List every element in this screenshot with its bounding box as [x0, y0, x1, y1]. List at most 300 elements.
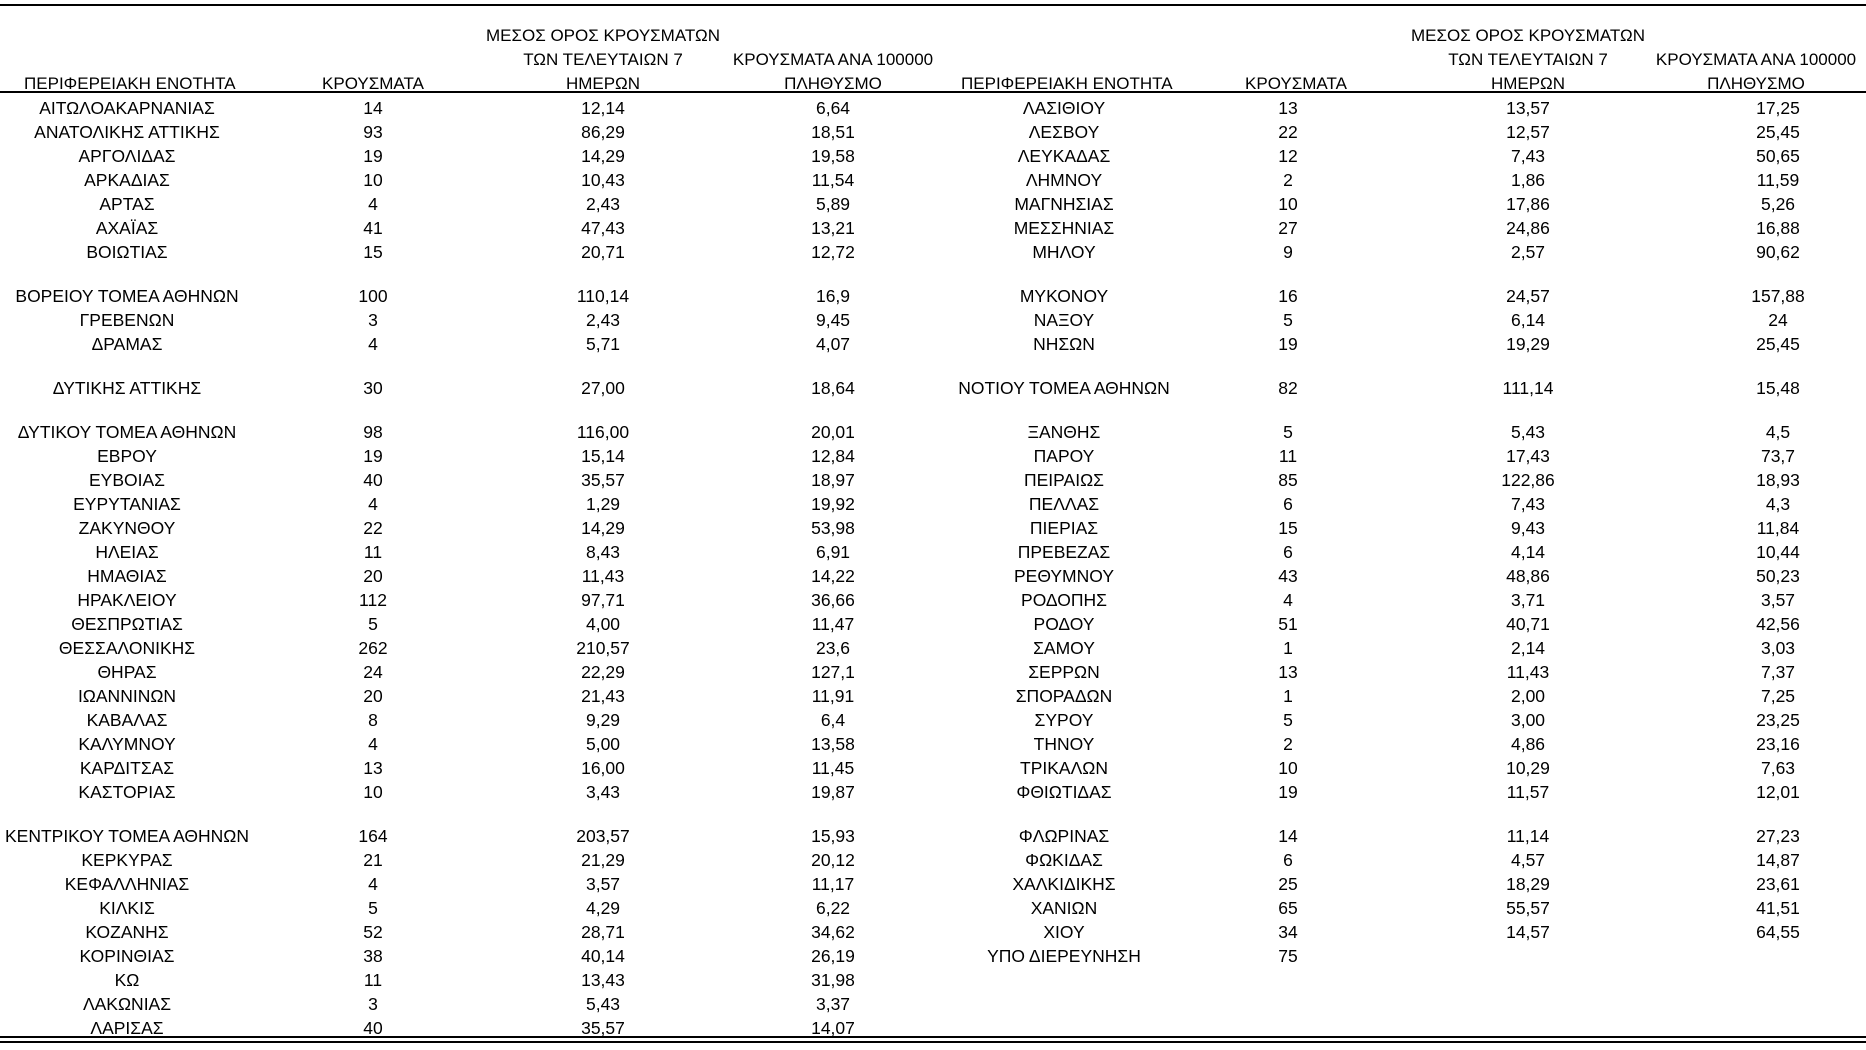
- region-cell: ΑΡΚΑΔΙΑΣ: [84, 170, 170, 190]
- per100k-cell: 41,51: [1756, 898, 1800, 918]
- per100k-cell: 18,64: [811, 378, 855, 398]
- table-row: [936, 468, 1866, 492]
- per100k-cell: 53,98: [811, 518, 855, 538]
- avg7-cell: 13,57: [1506, 98, 1550, 118]
- avg7-cell: 2,57: [1510, 242, 1546, 262]
- table-row: [936, 492, 1866, 516]
- table-row: [0, 920, 936, 944]
- region-cell: ΚΟΡΙΝΘΙΑΣ: [79, 946, 175, 966]
- cases-cell: 5: [368, 614, 378, 634]
- table-row: [0, 588, 936, 612]
- avg7-cell: 3,71: [1510, 590, 1546, 610]
- per100k-cell: 15,93: [811, 826, 855, 846]
- table-row: [0, 780, 936, 804]
- cases-cell: 30: [363, 378, 383, 398]
- cases-cell: 85: [1278, 470, 1298, 490]
- cases-cell: 6: [1283, 850, 1293, 870]
- per100k-cell: 3,57: [1760, 590, 1796, 610]
- table-row: [0, 144, 936, 168]
- top-rule: [0, 4, 1866, 6]
- avg7-cell: 5,43: [1510, 422, 1546, 442]
- per100k-cell: 73,7: [1760, 446, 1796, 466]
- per100k-cell: 23,25: [1756, 710, 1800, 730]
- table-row: [0, 216, 936, 240]
- per100k-cell: 6,91: [815, 542, 851, 562]
- region-cell: ΣΠΟΡΑΔΩΝ: [1015, 686, 1113, 706]
- avg7-cell: 2,00: [1510, 686, 1546, 706]
- table-row: [936, 660, 1866, 684]
- cases-cell: 2: [1283, 734, 1293, 754]
- cases-cell: 21: [363, 850, 383, 870]
- per100k-cell: 50,23: [1756, 566, 1800, 586]
- region-cell: ΗΜΑΘΙΑΣ: [87, 566, 167, 586]
- cases-cell: 4: [1283, 590, 1293, 610]
- region-cell: ΧΙΟΥ: [1043, 922, 1085, 942]
- region-cell: ΝΗΣΩΝ: [1033, 334, 1095, 354]
- region-cell: ΠΕΙΡΑΙΩΣ: [1024, 470, 1104, 490]
- per100k-cell: 5,26: [1760, 194, 1796, 214]
- per100k-cell: 23,6: [815, 638, 851, 658]
- region-cell: ΚΕΡΚΥΡΑΣ: [81, 850, 173, 870]
- region-cell: ΣΕΡΡΩΝ: [1028, 662, 1100, 682]
- per100k-cell: 6,4: [820, 710, 846, 730]
- header-region: ΠΕΡΙΦΕΡΕΙΑΚΗ ΕΝΟΤΗΤΑ: [961, 74, 1173, 93]
- cases-cell: 22: [363, 518, 383, 538]
- cases-cell: 65: [1278, 898, 1298, 918]
- table-row: [0, 376, 936, 400]
- avg7-cell: 35,57: [581, 470, 625, 490]
- avg7-cell: 12,57: [1506, 122, 1550, 142]
- cases-cell: 9: [1283, 242, 1293, 262]
- avg7-cell: 116,00: [576, 422, 630, 442]
- region-cell: ΦΘΙΩΤΙΔΑΣ: [1016, 782, 1112, 802]
- avg7-cell: 8,43: [585, 542, 621, 562]
- table-row: [936, 192, 1866, 216]
- table-row: [936, 216, 1866, 240]
- region-cell: ΠΕΛΛΑΣ: [1028, 494, 1100, 514]
- avg7-cell: 6,14: [1510, 310, 1546, 330]
- avg7-cell: 11,43: [581, 566, 625, 586]
- cases-cell: 14: [1278, 826, 1298, 846]
- table-row: [0, 684, 936, 708]
- per100k-cell: 11,59: [1756, 170, 1800, 190]
- region-cell: ΑΧΑΪΑΣ: [95, 218, 159, 238]
- region-cell: ΧΑΛΚΙΔΙΚΗΣ: [1012, 874, 1116, 894]
- per100k-cell: 3,03: [1760, 638, 1796, 658]
- cases-cell: 100: [358, 286, 388, 306]
- avg7-cell: 9,29: [585, 710, 621, 730]
- avg7-cell: 9,43: [1510, 518, 1546, 538]
- table-row: [0, 564, 936, 588]
- table-row: [0, 636, 936, 660]
- avg7-cell: 19,29: [1506, 334, 1550, 354]
- avg7-cell: 4,29: [585, 898, 621, 918]
- region-cell: ΜΕΣΣΗΝΙΑΣ: [1013, 218, 1115, 238]
- avg7-cell: 47,43: [581, 218, 625, 238]
- table-row: [936, 848, 1866, 872]
- per100k-cell: 25,45: [1756, 334, 1800, 354]
- region-cell: ΚΑΣΤΟΡΙΑΣ: [78, 782, 176, 802]
- region-cell: ΛΕΥΚΑΔΑΣ: [1017, 146, 1111, 166]
- cases-cell: 6: [1283, 542, 1293, 562]
- table-row: [936, 96, 1866, 120]
- table-row: [936, 444, 1866, 468]
- per100k-cell: 15,48: [1756, 378, 1800, 398]
- region-cell: ΔΡΑΜΑΣ: [91, 334, 163, 354]
- table-row: [0, 492, 936, 516]
- cases-cell: 10: [1278, 194, 1298, 214]
- region-cell: ΚΑΛΥΜΝΟΥ: [78, 734, 176, 754]
- avg7-cell: 13,43: [581, 970, 625, 990]
- table-row: [936, 540, 1866, 564]
- region-cell: ΒΟΡΕΙΟΥ ΤΟΜΕΑ ΑΘΗΝΩΝ: [15, 286, 239, 306]
- cases-cell: 93: [363, 122, 383, 142]
- header-avg7: ΜΕΣΟΣ ΟΡΟΣ ΚΡΟΥΣΜΑΤΩΝ ΤΩΝ ΤΕΛΕΥΤΑΙΩΝ 7 ΗΜΕΡΩΝ: [486, 26, 720, 93]
- cases-cell: 5: [1283, 710, 1293, 730]
- cases-cell: 20: [363, 686, 383, 706]
- cases-cell: 5: [1283, 422, 1293, 442]
- table-row: [936, 284, 1866, 308]
- region-cell: ΛΑΡΙΣΑΣ: [90, 1018, 164, 1038]
- region-cell: ΛΗΜΝΟΥ: [1025, 170, 1103, 190]
- avg7-cell: 4,14: [1510, 542, 1546, 562]
- cases-cell: 19: [363, 146, 383, 166]
- per100k-cell: 14,07: [811, 1018, 855, 1038]
- table-row: [936, 420, 1866, 444]
- cases-cell: 19: [363, 446, 383, 466]
- region-cell: ΤΗΝΟΥ: [1033, 734, 1095, 754]
- region-cell: ΛΑΣΙΘΙΟΥ: [1022, 98, 1106, 118]
- per100k-cell: 7,25: [1760, 686, 1796, 706]
- per100k-cell: 18,97: [811, 470, 855, 490]
- table-row: [0, 516, 936, 540]
- cases-cell: 75: [1278, 946, 1298, 966]
- cases-cell: 24: [363, 662, 383, 682]
- avg7-cell: 2,43: [585, 194, 621, 214]
- avg7-cell: 40,14: [581, 946, 625, 966]
- avg7-cell: 21,43: [581, 686, 625, 706]
- cases-cell: 40: [363, 470, 383, 490]
- per100k-cell: 11,17: [811, 874, 855, 894]
- per100k-cell: 90,62: [1756, 242, 1800, 262]
- avg7-cell: 210,57: [576, 638, 630, 658]
- per100k-cell: 6,64: [815, 98, 851, 118]
- avg7-cell: 20,71: [581, 242, 625, 262]
- avg7-cell: 1,29: [585, 494, 621, 514]
- cases-cell: 3: [368, 994, 378, 1014]
- per100k-cell: 19,92: [811, 494, 855, 514]
- cases-cell: 5: [368, 898, 378, 918]
- cases-cell: 27: [1278, 218, 1298, 238]
- region-cell: ΜΥΚΟΝΟΥ: [1019, 286, 1109, 306]
- region-cell: ΦΛΩΡΙΝΑΣ: [1018, 826, 1110, 846]
- cases-cell: 15: [1278, 518, 1298, 538]
- table-row: [0, 848, 936, 872]
- avg7-cell: 35,57: [581, 1018, 625, 1038]
- cases-cell: 10: [363, 170, 383, 190]
- per100k-cell: 20,12: [811, 850, 855, 870]
- region-cell: ΑΙΤΩΛΟΑΚΑΡΝΑΝΙΑΣ: [39, 98, 215, 118]
- region-cell: ΚΑΒΑΛΑΣ: [86, 710, 168, 730]
- table-row: [936, 144, 1866, 168]
- per100k-cell: 10,44: [1756, 542, 1800, 562]
- table-row: [936, 376, 1866, 400]
- avg7-cell: 4,00: [585, 614, 621, 634]
- cases-cell: 41: [363, 218, 383, 238]
- per100k-cell: 7,37: [1760, 662, 1796, 682]
- per100k-cell: 24: [1768, 310, 1788, 330]
- cases-cell: 4: [368, 334, 378, 354]
- cases-cell: 1: [1283, 686, 1293, 706]
- avg7-cell: 27,00: [581, 378, 625, 398]
- per100k-cell: 16,88: [1756, 218, 1800, 238]
- per100k-cell: 23,61: [1756, 874, 1800, 894]
- table-row: [0, 612, 936, 636]
- per100k-cell: 12,01: [1756, 782, 1800, 802]
- table-row: [936, 684, 1866, 708]
- avg7-cell: 21,29: [581, 850, 625, 870]
- avg7-cell: 2,43: [585, 310, 621, 330]
- avg7-cell: 48,86: [1506, 566, 1550, 586]
- region-cell: ΝΟΤΙΟΥ ΤΟΜΕΑ ΑΘΗΝΩΝ: [958, 378, 1170, 398]
- cases-cell: 6: [1283, 494, 1293, 514]
- per100k-cell: 64,55: [1756, 922, 1800, 942]
- region-cell: ΑΡΓΟΛΙΔΑΣ: [78, 146, 176, 166]
- per100k-cell: 11,84: [1756, 518, 1800, 538]
- avg7-cell: 97,71: [581, 590, 625, 610]
- region-cell: ΚΕΝΤΡΙΚΟΥ ΤΟΜΕΑ ΑΘΗΝΩΝ: [4, 826, 250, 846]
- region-cell: ΔΥΤΙΚΗΣ ΑΤΤΙΚΗΣ: [52, 378, 202, 398]
- avg7-cell: 40,71: [1506, 614, 1550, 634]
- avg7-cell: 24,57: [1506, 286, 1550, 306]
- cases-cell: 164: [358, 826, 388, 846]
- table-row: [0, 708, 936, 732]
- region-cell: ΔΥΤΙΚΟΥ ΤΟΜΕΑ ΑΘΗΝΩΝ: [17, 422, 237, 442]
- avg7-cell: 11,14: [1506, 826, 1550, 846]
- per100k-cell: 25,45: [1756, 122, 1800, 142]
- table-row: [936, 588, 1866, 612]
- avg7-cell: 22,29: [581, 662, 625, 682]
- per100k-cell: 9,45: [815, 310, 851, 330]
- per100k-cell: 4,5: [1765, 422, 1791, 442]
- avg7-cell: 1,86: [1510, 170, 1546, 190]
- avg7-cell: 55,57: [1506, 898, 1550, 918]
- table-row: [0, 468, 936, 492]
- per100k-cell: 27,23: [1756, 826, 1800, 846]
- table-row: [936, 756, 1866, 780]
- region-cell: ΗΛΕΙΑΣ: [95, 542, 159, 562]
- region-cell: ΧΑΝΙΩΝ: [1030, 898, 1098, 918]
- per100k-cell: 127,1: [811, 662, 855, 682]
- region-cell: ΠΙΕΡΙΑΣ: [1029, 518, 1099, 538]
- per100k-cell: 18,93: [1756, 470, 1800, 490]
- table-row: [0, 756, 936, 780]
- region-cell: ΞΑΝΘΗΣ: [1027, 422, 1101, 442]
- avg7-cell: 14,29: [581, 518, 625, 538]
- cases-cell: 22: [1278, 122, 1298, 142]
- avg7-cell: 111,14: [1502, 378, 1554, 398]
- avg7-cell: 4,86: [1510, 734, 1546, 754]
- per100k-cell: 17,25: [1756, 98, 1800, 118]
- cases-cell: 8: [368, 710, 378, 730]
- avg7-cell: 10,43: [581, 170, 625, 190]
- region-cell: ΚΑΡΔΙΤΣΑΣ: [79, 758, 175, 778]
- cases-cell: 14: [363, 98, 383, 118]
- cases-cell: 40: [363, 1018, 383, 1038]
- cases-cell: 112: [359, 590, 387, 610]
- cases-cell: 11: [1278, 446, 1298, 466]
- avg7-cell: 86,29: [581, 122, 625, 142]
- avg7-cell: 5,71: [585, 334, 621, 354]
- per100k-cell: 14,87: [1756, 850, 1800, 870]
- table-row: [936, 168, 1866, 192]
- header-avg7: ΜΕΣΟΣ ΟΡΟΣ ΚΡΟΥΣΜΑΤΩΝ ΤΩΝ ΤΕΛΕΥΤΑΙΩΝ 7 ΗΜΕΡΩΝ: [1411, 26, 1645, 93]
- avg7-cell: 14,57: [1506, 922, 1550, 942]
- cases-cell: 25: [1278, 874, 1298, 894]
- avg7-cell: 4,57: [1510, 850, 1546, 870]
- per100k-cell: 4,07: [815, 334, 851, 354]
- region-cell: ΘΕΣΠΡΩΤΙΑΣ: [71, 614, 183, 634]
- cases-cell: 1: [1283, 638, 1293, 658]
- region-cell: ΡΕΘΥΜΝΟΥ: [1013, 566, 1114, 586]
- region-cell: ΛΕΣΒΟΥ: [1028, 122, 1100, 142]
- per100k-cell: 13,58: [811, 734, 855, 754]
- per100k-cell: 7,63: [1760, 758, 1796, 778]
- table-row: [936, 920, 1866, 944]
- region-cell: ΕΥΒΟΙΑΣ: [89, 470, 165, 490]
- avg7-cell: 24,86: [1506, 218, 1550, 238]
- per100k-cell: 19,87: [811, 782, 855, 802]
- avg7-cell: 28,71: [581, 922, 625, 942]
- table-row: [0, 284, 936, 308]
- header-per100k: ΚΡΟΥΣΜΑΤΑ ΑΝΑ 100000 ΠΛΗΘΥΣΜΟ: [1655, 50, 1857, 93]
- avg7-cell: 18,29: [1506, 874, 1550, 894]
- per100k-cell: 11,91: [811, 686, 855, 706]
- per100k-cell: 34,62: [811, 922, 855, 942]
- table-row: [936, 240, 1866, 264]
- region-cell: ΑΝΑΤΟΛΙΚΗΣ ΑΤΤΙΚΗΣ: [34, 122, 220, 142]
- avg7-cell: 110,14: [576, 286, 630, 306]
- region-cell: ΚΙΛΚΙΣ: [99, 898, 155, 918]
- cases-cell: 10: [363, 782, 383, 802]
- table-row: [0, 540, 936, 564]
- region-cell: ΑΡΤΑΣ: [99, 194, 155, 214]
- table-row: [0, 120, 936, 144]
- cases-cell: 5: [1283, 310, 1293, 330]
- region-cell: ΤΡΙΚΑΛΩΝ: [1020, 758, 1108, 778]
- header-region: ΠΕΡΙΦΕΡΕΙΑΚΗ ΕΝΟΤΗΤΑ: [24, 74, 236, 93]
- table-row: [0, 660, 936, 684]
- cases-cell: 11: [363, 970, 383, 990]
- per100k-cell: 18,51: [811, 122, 855, 142]
- table-row: [936, 516, 1866, 540]
- table-row: [936, 732, 1866, 756]
- region-cell: ΗΡΑΚΛΕΙΟΥ: [77, 590, 177, 610]
- avg7-cell: 17,43: [1506, 446, 1550, 466]
- cases-cell: 4: [368, 194, 378, 214]
- per100k-cell: 20,01: [811, 422, 855, 442]
- region-cell: ΚΟΖΑΝΗΣ: [85, 922, 169, 942]
- per100k-cell: 14,22: [811, 566, 855, 586]
- table-row: [936, 944, 1866, 968]
- per100k-cell: 4,3: [1765, 494, 1791, 514]
- region-cell: ΚΩ: [114, 970, 140, 990]
- cases-cell: 4: [368, 734, 378, 754]
- avg7-cell: 11,43: [1506, 662, 1550, 682]
- table-row: [0, 896, 936, 920]
- region-cell: ΖΑΚΥΝΘΟΥ: [78, 518, 176, 538]
- cases-cell: 11: [363, 542, 383, 562]
- per100k-cell: 3,37: [815, 994, 851, 1014]
- region-cell: ΠΡΕΒΕΖΑΣ: [1017, 542, 1111, 562]
- cases-cell: 82: [1278, 378, 1298, 398]
- region-cell: ΠΑΡΟΥ: [1033, 446, 1095, 466]
- header-per100k: ΚΡΟΥΣΜΑΤΑ ΑΝΑ 100000 ΠΛΗΘΥΣΜΟ: [732, 50, 934, 93]
- cases-cell: 13: [1278, 98, 1298, 118]
- region-cell: ΜΑΓΝΗΣΙΑΣ: [1014, 194, 1114, 214]
- per100k-cell: 13,21: [811, 218, 855, 238]
- avg7-cell: 7,43: [1510, 146, 1546, 166]
- table-row: [0, 332, 936, 356]
- avg7-cell: 203,57: [576, 826, 630, 846]
- per100k-cell: 157,88: [1751, 286, 1805, 306]
- avg7-cell: 122,86: [1501, 470, 1555, 490]
- region-cell: ΝΑΞΟΥ: [1033, 310, 1095, 330]
- per100k-cell: 42,56: [1756, 614, 1800, 634]
- cases-cell: 10: [1278, 758, 1298, 778]
- avg7-cell: 17,86: [1506, 194, 1550, 214]
- table-row: [0, 240, 936, 264]
- avg7-cell: 11,57: [1506, 782, 1550, 802]
- table-row: [936, 780, 1866, 804]
- cases-cell: 43: [1278, 566, 1298, 586]
- region-cell: ΣΑΜΟΥ: [1033, 638, 1095, 658]
- per100k-cell: 12,84: [811, 446, 855, 466]
- cases-cell: 12: [1278, 146, 1298, 166]
- cases-cell: 19: [1278, 334, 1298, 354]
- cases-cell: 52: [363, 922, 383, 942]
- table-row: [936, 636, 1866, 660]
- cases-cell: 4: [368, 494, 378, 514]
- table-row: [936, 564, 1866, 588]
- cases-cell: 4: [368, 874, 378, 894]
- per100k-cell: 19,58: [811, 146, 855, 166]
- region-cell: ΣΥΡΟΥ: [1034, 710, 1094, 730]
- region-cell: ΛΑΚΩΝΙΑΣ: [82, 994, 172, 1014]
- avg7-cell: 5,43: [585, 994, 621, 1014]
- table-row: [936, 308, 1866, 332]
- per100k-cell: 26,19: [811, 946, 855, 966]
- header-cases: ΚΡΟΥΣΜΑΤΑ: [322, 74, 424, 93]
- table-row: [936, 872, 1866, 896]
- table-row: [0, 824, 936, 848]
- region-cell: ΡΟΔΟΥ: [1033, 614, 1095, 634]
- table-row: [0, 168, 936, 192]
- table-row: [0, 944, 936, 968]
- region-cell: ΜΗΛΟΥ: [1032, 242, 1096, 262]
- cases-cell: 15: [363, 242, 383, 262]
- table-row: [936, 896, 1866, 920]
- per100k-cell: 23,16: [1756, 734, 1800, 754]
- region-cell: ΕΥΡΥΤΑΝΙΑΣ: [73, 494, 181, 514]
- table-row: [0, 308, 936, 332]
- region-cell: ΕΒΡΟΥ: [97, 446, 157, 466]
- avg7-cell: 5,00: [585, 734, 621, 754]
- avg7-cell: 3,43: [585, 782, 621, 802]
- avg7-cell: 3,00: [1510, 710, 1546, 730]
- per100k-cell: 50,65: [1756, 146, 1800, 166]
- cases-cell: 3: [368, 310, 378, 330]
